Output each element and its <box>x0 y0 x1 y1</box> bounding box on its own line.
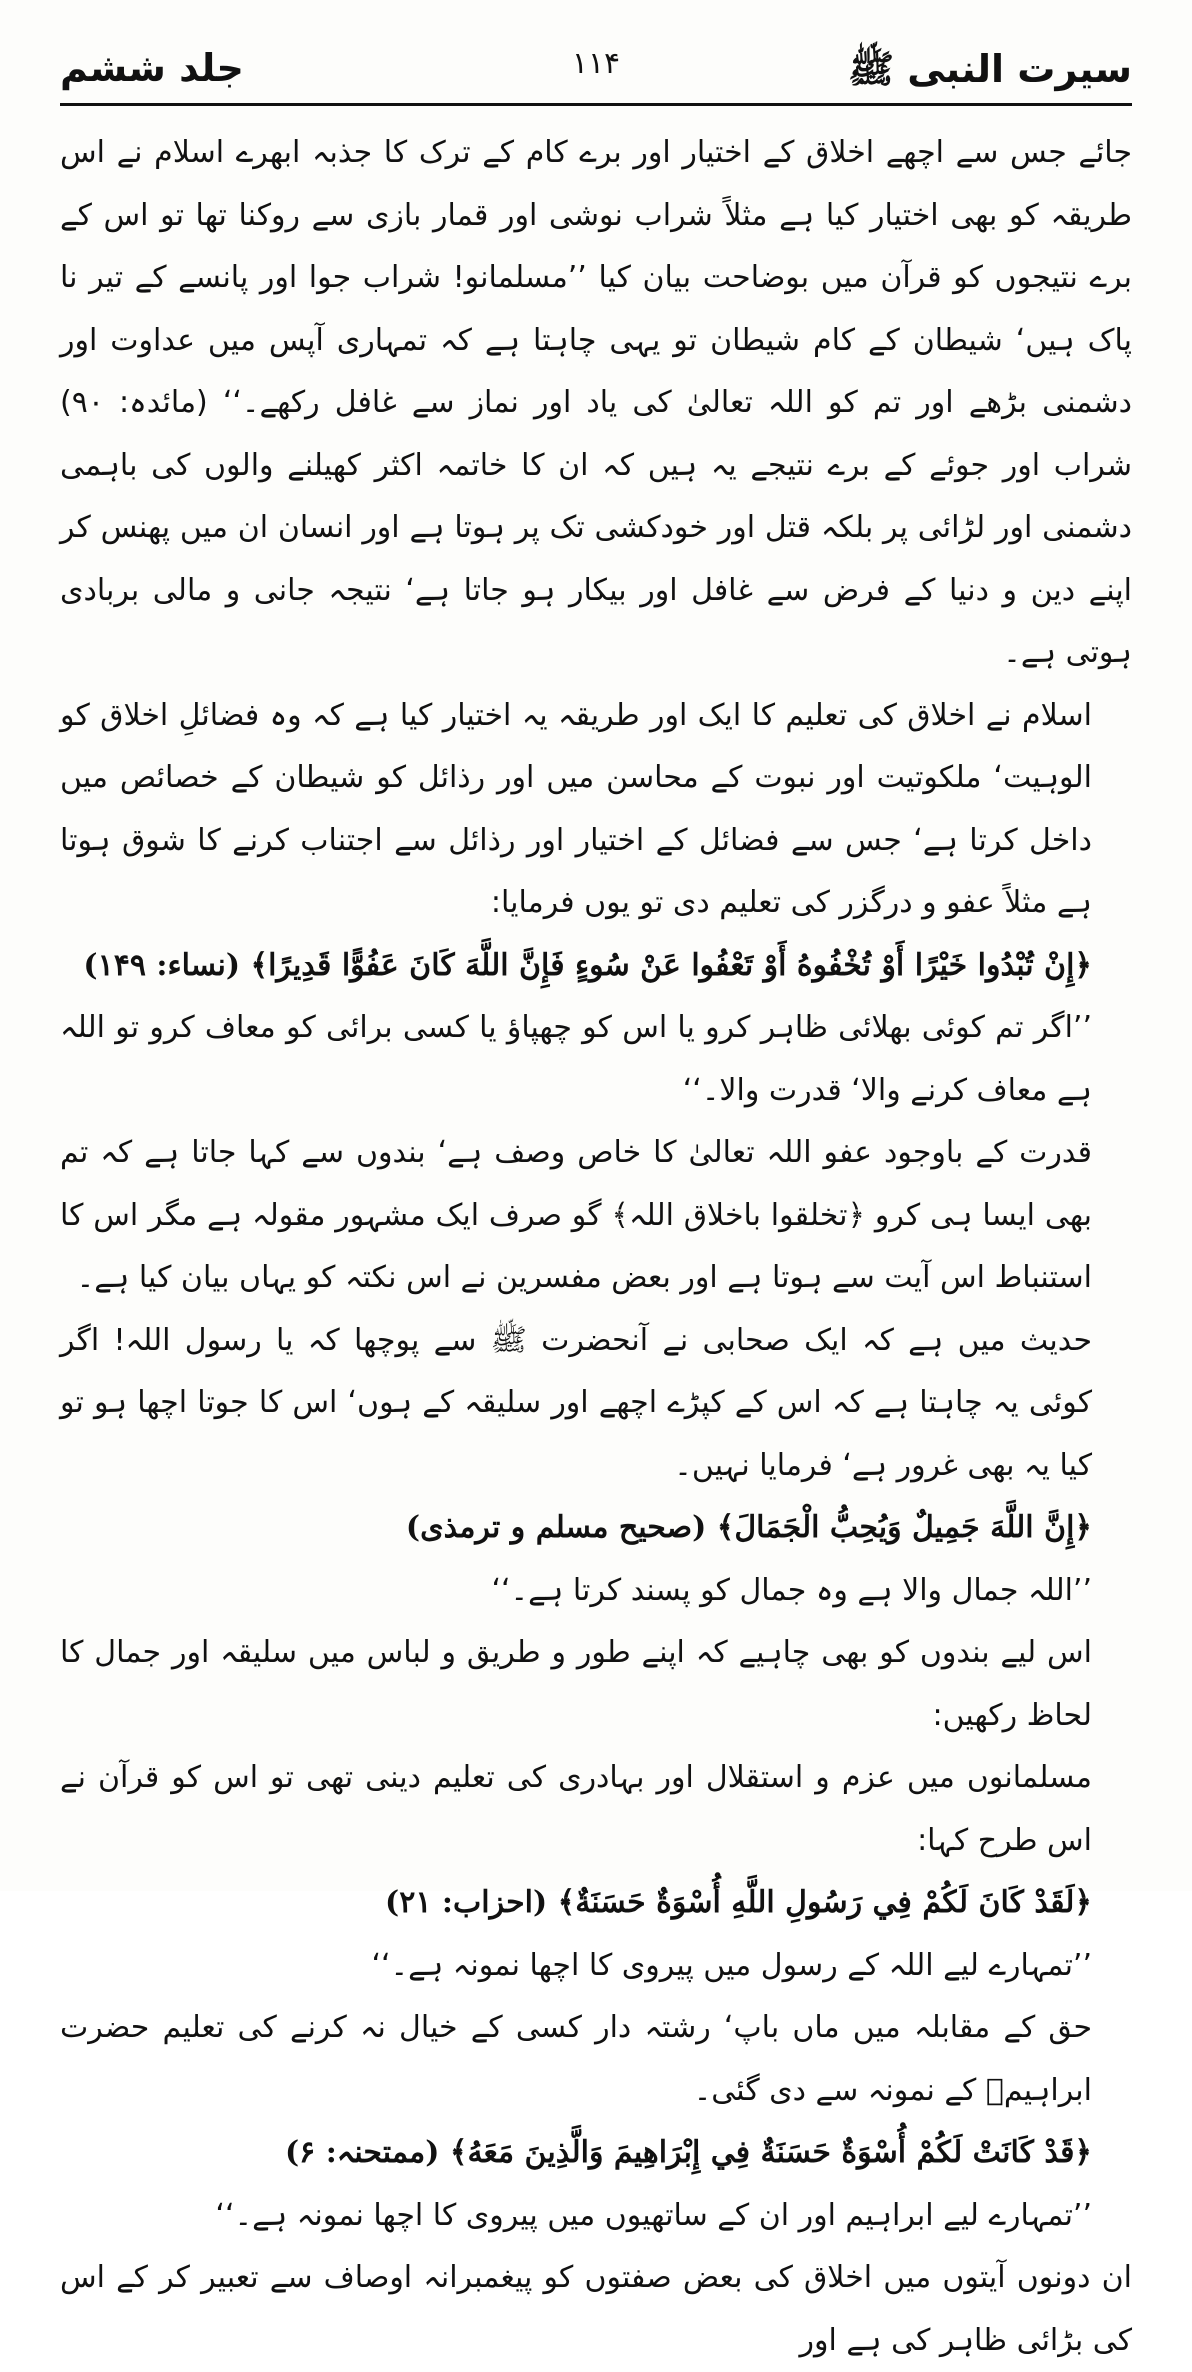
paragraph: ان دونوں آیتوں میں اخلاق کی بعض صفتوں کو پیغمبرانہ اوصاف سے تعبیر کر کے اس کی بڑائی ظاہر کی ہے اور <box>60 2260 1132 2358</box>
verse-translation: ’’اگر تم کوئی بھلائی ظاہر کرو یا اس کو چھپاؤ یا کسی برائی کو معاف کرو تو اللہ ہے معاف کرنے والا‘ قدرت والا۔‘‘ <box>60 1010 1092 1108</box>
quran-verse: ﴿لَقَدْ كَانَ لَكُمْ فِي رَسُولِ اللَّهِ أُسْوَةٌ حَسَنَةٌ﴾ (احزاب: ۲۱) <box>385 1885 1092 1920</box>
paragraph: جائے جس سے اچھے اخلاق کے اختیار اور برے کام کے ترک کا جذبہ ابھرے اسلام نے اس طریقہ کو بھی اختیار کیا ہے مثلاً شراب نوشی اور قمار بازی سے روکنا تھا تو اس کے برے نتیجوں کو قرآن میں بوضاحت بیان کیا ’’مسلمانو! شراب جوا اور پانسے کے تیر نا پاک ہیں‘ شیطان کے کام شیطان تو یہی چاہتا ہے کہ تمہاری آپس میں عداوت اور دشمنی بڑھے اور تم کو اللہ تعالیٰ کی یاد اور نماز سے غافل رکھے۔‘‘ (مائدہ: ۹۰) شراب اور جوئے کے برے نتیجے یہ ہیں کہ ان کا خاتمہ اکثر کھیلنے والوں کی باہمی دشمنی اور لڑائی پر بلکہ قتل اور خودکشی تک پر ہوتا ہے اور انسان ان میں پھنس کر اپنے دین و دنیا کے فرض سے غافل اور بیکار ہو جاتا ہے‘ نتیجہ جانی و مالی بربادی ہوتی ہے۔ <box>60 135 1132 670</box>
quran-verse: ﴿إِنْ تُبْدُوا خَيْرًا أَوْ تُخْفُوهُ أَوْ تَعْفُوا عَنْ سُوءٍ فَإِنَّ اللَّهَ كَانَ عَفُوًّا قَدِيرًا﴾ (نساء: ۱۴۹) <box>83 947 1092 983</box>
page-number: ۱۱۴ <box>571 46 621 81</box>
paragraph: قدرت کے باوجود عفو اللہ تعالیٰ کا خاص وصف ہے‘ بندوں سے کہا جاتا ہے کہ تم بھی ایسا ہی کرو ﴿تخلقوا باخلاق اللہ﴾ گو صرف ایک مشہور مقولہ ہے مگر اس کا استنباط اس آیت سے ہوتا ہے اور بعض مفسرین نے اس نکتہ کو یہاں بیان کیا ہے۔ <box>60 1135 1092 1295</box>
hadith-quote: ﴿إِنَّ اللَّهَ جَمِيلٌ وَيُحِبُّ الْجَمَالَ﴾ (صحیح مسلم و ترمذی) <box>405 1510 1092 1545</box>
paragraph: اس لیے بندوں کو بھی چاہیے کہ اپنے طور و طریق و لباس میں سلیقہ اور جمال کا لحاظ رکھیں: <box>60 1635 1092 1733</box>
paragraph: حق کے مقابلہ میں ماں باپ‘ رشتہ دار کسی کے خیال نہ کرنے کی تعلیم حضرت ابراہیمؑ کے نمونہ سے دی گئی۔ <box>60 2010 1092 2108</box>
quran-verse: ﴿قَدْ كَانَتْ لَكُمْ أُسْوَةٌ حَسَنَةٌ فِي إِبْرَاهِيمَ وَالَّذِينَ مَعَهُ﴾ (ممتحنہ: ۶) <box>284 2135 1092 2170</box>
paragraph: اسلام نے اخلاق کی تعلیم کا ایک اور طریقہ یہ اختیار کیا ہے کہ وہ فضائلِ اخلاق کو الوہیت‘ ملکوتیت اور نبوت کے محاسن میں اور رذائل کو شیطان کے خصائص میں داخل کرتا ہے‘ جس سے فضائل کے اختیار اور رذائل سے اجتناب کرنے کا شوق ہوتا ہے مثلاً عفو و درگزر کی تعلیم دی تو یوں فرمایا: <box>60 697 1092 920</box>
book-title: سیرت النبی ﷺ <box>848 47 1132 91</box>
page-header <box>60 40 1132 110</box>
paragraph: حدیث میں ہے کہ ایک صحابی نے آنحضرت ﷺ سے پوچھا کہ یا رسول اللہ! اگر کوئی یہ چاہتا ہے کہ اس کے کپڑے اچھے اور سلیقہ کے ہوں‘ اس کا جوتا اچھا ہو تو کیا یہ بھی غرور ہے‘ فرمایا نہیں۔ <box>60 1322 1092 1483</box>
verse-translation: ’’تمہارے لیے اللہ کے رسول میں پیروی کا اچھا نمونہ ہے۔‘‘ <box>371 1947 1092 1983</box>
page-body <box>60 122 1132 2372</box>
hadith-translation: ’’اللہ جمال والا ہے وہ جمال کو پسند کرتا ہے۔‘‘ <box>491 1572 1092 1608</box>
volume-label: جلد ششم <box>60 46 244 90</box>
verse-translation: ’’تمہارے لیے ابراہیم اور ان کے ساتھیوں میں پیروی کا اچھا نمونہ ہے۔‘‘ <box>215 2197 1092 2233</box>
header-divider <box>60 103 1132 106</box>
paragraph: مسلمانوں میں عزم و استقلال اور بہادری کی تعلیم دینی تھی تو اس کو قرآن نے اس طرح کہا: <box>60 1760 1092 1858</box>
